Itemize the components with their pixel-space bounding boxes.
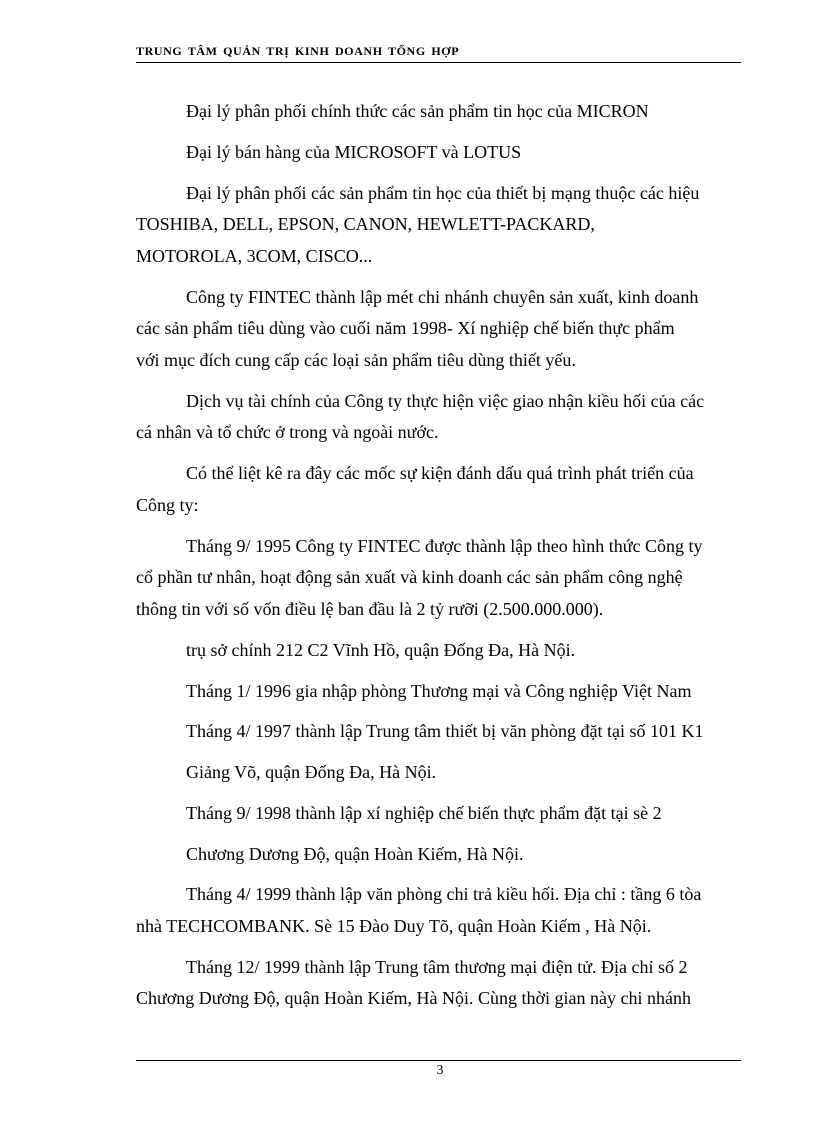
text-line: Tháng 9/ 1998 thành lập xí nghiệp chế biến thực phẩm đặt tại sè 2: [186, 803, 662, 823]
text-line: các sản phẩm tiêu dùng vào cuối năm 1998- Xí nghiệp chế biến thực phẩm: [136, 318, 675, 338]
text-line: Tháng 12/ 1999 thành lập Trung tâm thương mại điện tử. Địa chỉ số 2: [186, 957, 688, 977]
text-line: thông tin với số vốn điều lệ ban đầu là 2 tỷ rưỡi (2.500.000.000).: [136, 599, 604, 619]
text-line: Đại lý bán hàng của MICROSOFT và LOTUS: [186, 142, 522, 162]
page-header: TRUNG TÂM QUẢN TRỊ KINH DOANH TỔNG HỢP: [136, 44, 460, 58]
text-line: Tháng 9/ 1995 Công ty FINTEC được thành lập theo hình thức Công ty: [186, 536, 703, 556]
text-line: Tháng 4/ 1999 thành lập văn phòng chi trả kiều hối. Địa chỉ : tầng 6 tòa: [186, 884, 702, 904]
text-line: Tháng 1/ 1996 gia nhập phòng Thương mại và Công nghiệp Việt Nam: [186, 681, 692, 701]
text-line: Tháng 4/ 1997 thành lập Trung tâm thiết bị văn phòng đặt tại số 101 K1: [186, 721, 704, 741]
text-line: Có thể liệt kê ra đây các mốc sự kiện đánh dấu quá trình phát triển của: [186, 463, 694, 483]
text-line: cổ phần tư nhân, hoạt động sản xuất và kinh doanh các sản phẩm công nghệ: [136, 567, 683, 587]
text-line: Chương Dương Độ, quận Hoàn Kiếm, Hà Nội. Cùng thời gian này chi nhánh: [136, 988, 691, 1008]
text-line: nhà TECHCOMBANK. Sè 15 Đào Duy Tõ, quận Hoàn Kiếm , Hà Nội.: [136, 916, 652, 936]
footer-divider: [136, 1060, 741, 1061]
text-line: Đại lý phân phối chính thức các sản phẩm tin học của MICRON: [186, 101, 649, 121]
page-number: 3: [436, 1063, 444, 1078]
text-line: Công ty FINTEC thành lập mét chi nhánh chuyên sản xuất, kinh doanh: [186, 287, 699, 307]
text-line: trụ sở chính 212 C2 Vĩnh Hồ, quận Đống Đa, Hà Nội.: [186, 640, 576, 660]
text-line: TOSHIBA, DELL, EPSON, CANON, HEWLETT-PACKARD,: [136, 214, 595, 234]
text-line: Dịch vụ tài chính của Công ty thực hiện việc giao nhận kiều hối của các: [186, 391, 705, 411]
text-line: Đại lý phân phối các sản phẩm tin học của thiết bị mạng thuộc các hiệu: [186, 183, 700, 203]
text-line: với mục đích cung cấp các loại sản phẩm tiêu dùng thiết yếu.: [136, 350, 576, 370]
text-line: MOTOROLA, 3COM, CISCO...: [136, 246, 373, 266]
text-line: Giảng Võ, quận Đống Đa, Hà Nội.: [186, 762, 437, 782]
text-line: cá nhân và tổ chức ở trong và ngoài nước.: [136, 422, 439, 442]
text-line: Chương Dương Độ, quận Hoàn Kiếm, Hà Nội.: [186, 844, 524, 864]
text-line: Công ty:: [136, 495, 199, 515]
header-divider: [136, 62, 741, 63]
